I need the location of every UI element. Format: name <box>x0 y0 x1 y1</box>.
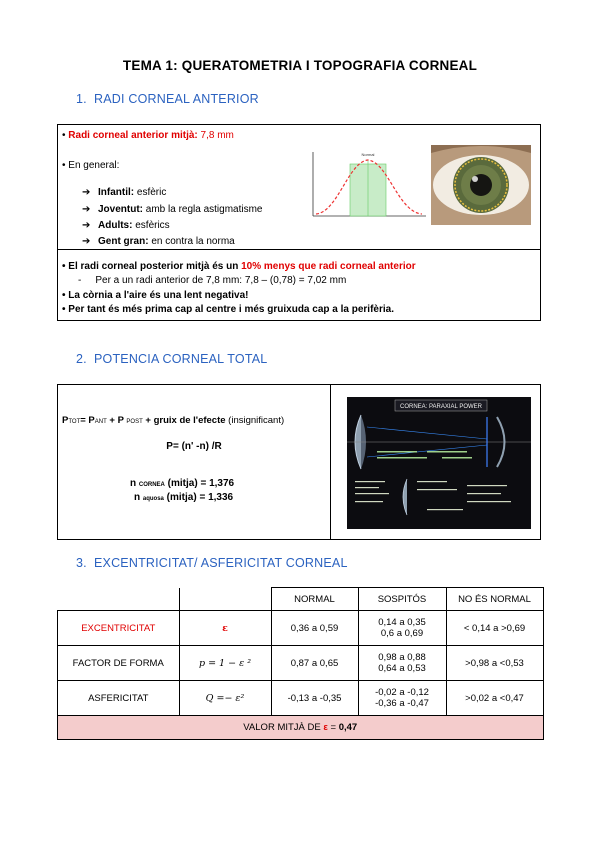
n-aquosa: n aquosa (mitja) = 1,336 <box>134 492 234 503</box>
list-item: ➔ Gent gran: en contra la norma <box>82 236 235 247</box>
section-title: EXCENTRICITAT/ ASFERICITAT CORNEAL <box>94 556 348 570</box>
cell-normal: -0,13 a -0,35 <box>271 681 358 716</box>
mean-value-cell: VALOR MITJÀ DE ε = 0,47 <box>58 716 544 740</box>
section-title: POTENCIA CORNEAL TOTAL <box>94 352 268 366</box>
thin-line: • Per tant és més prima cap al centre i més gruixuda cap a la perifèria. <box>62 304 394 315</box>
section-1-heading <box>76 92 259 106</box>
lens-line: • La còrnia a l'aire és una lent negativa! <box>62 290 249 301</box>
cell-normal: 0,36 a 0,59 <box>271 611 358 646</box>
list-item: ➔ Joventut: amb la regla astigmatisme <box>82 204 263 215</box>
section-3-heading <box>76 556 348 570</box>
section-title: RADI CORNEAL ANTERIOR <box>94 92 259 106</box>
cell-sospitos: 0,98 a 0,88 0,64 a 0,53 <box>358 646 446 681</box>
table-row <box>58 646 544 681</box>
normal-distribution-chart <box>308 148 428 220</box>
svg-text:Normal: Normal <box>361 152 375 157</box>
n-cornea: n CORNEA (mitja) = 1,376 <box>130 478 235 489</box>
total-power-formula: PTOT= PANT + P POST + gruix de l'efecte (insignificant) <box>62 415 285 426</box>
radi-line: • Radi corneal anterior mitjà: 7,8 mm <box>62 130 234 141</box>
row-symbol: Q =− ε² <box>179 681 271 716</box>
cell-sospitos: 0,14 a 0,35 0,6 a 0,69 <box>358 611 446 646</box>
section-2-box <box>57 384 541 540</box>
table-row <box>58 611 544 646</box>
cell-sospitos: -0,02 a -0,12 -0,36 a -0,47 <box>358 681 446 716</box>
section-number: 1. <box>76 92 87 106</box>
formula-panel <box>58 385 331 539</box>
section-1-box-bottom <box>57 249 541 321</box>
table-row <box>58 681 544 716</box>
section-number: 3. <box>76 556 87 570</box>
row-label: ASFERICITAT <box>58 681 180 716</box>
general-line: • En general: <box>62 160 120 171</box>
eccentricity-table <box>57 587 544 740</box>
cell-no-normal: >0,98 a <0,53 <box>446 646 543 681</box>
header-no-normal: NO ÉS NORMAL <box>446 588 543 611</box>
cell-no-normal: < 0,14 a >0,69 <box>446 611 543 646</box>
table-header-row <box>58 588 544 611</box>
section-2-heading <box>76 352 267 366</box>
row-symbol: ε <box>179 611 271 646</box>
header-normal: NORMAL <box>271 588 358 611</box>
posterior-line: • El radi corneal posterior mitjà és un 10% menys que radi corneal anterior <box>62 261 416 272</box>
page-title: TEMA 1: QUERATOMETRIA I TOPOGRAFIA CORNEAL <box>122 58 478 73</box>
table-footer-row <box>58 716 544 740</box>
header-sospitos: SOSPITÓS <box>358 588 446 611</box>
paraxial-power-image <box>347 397 531 529</box>
row-label: FACTOR DE FORMA <box>58 646 180 681</box>
section-number: 2. <box>76 352 87 366</box>
example-line: - Per a un radi anterior de 7,8 mm: 7,8 – (0,78) = 7,02 mm <box>78 275 347 286</box>
svg-text:CORNEA: PARAXIAL POWER: CORNEA: PARAXIAL POWER <box>399 404 483 410</box>
section-1-box-top <box>57 124 541 250</box>
list-item: ➔ Adults: esfèrics <box>82 220 170 231</box>
list-item: ➔ Infantil: esfèric <box>82 187 167 198</box>
power-formula: P= (n' -n) /R <box>166 441 222 452</box>
eye-image <box>431 145 531 225</box>
cell-no-normal: >0,02 a <0,47 <box>446 681 543 716</box>
row-symbol: p = 1 − ε ² <box>179 646 271 681</box>
row-label: EXCENTRICITAT <box>58 611 180 646</box>
cell-normal: 0,87 a 0,65 <box>271 646 358 681</box>
